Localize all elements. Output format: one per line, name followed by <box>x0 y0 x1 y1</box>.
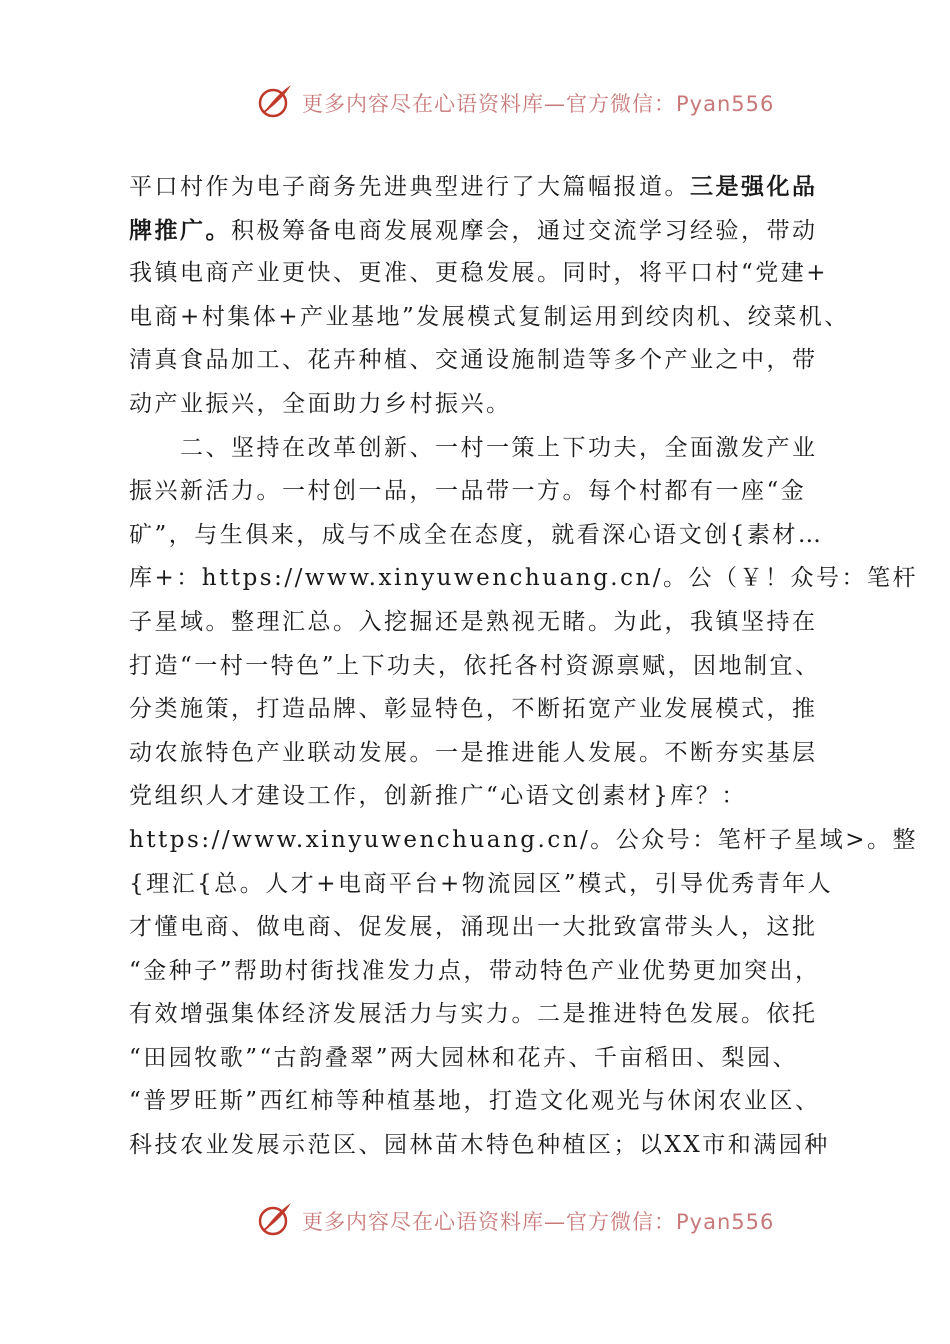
footer-banner-text: 更多内容尽在心语资料库—官方微信：Pyan556 <box>302 1210 775 1234</box>
text-line: 打造“一村一特色”上下功夫，依托各村资源禀赋，因地制宜、 <box>129 652 821 679</box>
text-run: 平口村作为电子商务先进典型进行了大篇幅报道。 <box>129 174 690 200</box>
text-line <box>129 165 831 209</box>
text-line: 党组织人才建设工作，创新推广“心语文创素材}库？： <box>129 783 747 810</box>
text-line: 库+：https://www.xinyuwenchuang.cn/。公（￥！众号：笔杆 <box>129 565 919 592</box>
quill-logo-icon <box>255 1199 295 1239</box>
text-line: 电商+村集体+产业基地”发展模式复制运用到绞肉机、绞菜机、 <box>129 303 850 330</box>
text-line: 动农旅特色产业联动发展。一是推进能人发展。不断夯实基层 <box>129 739 818 766</box>
quill-logo-icon <box>255 81 295 121</box>
text-line: 有效增强集体经济发展活力与实力。二是推进特色发展。依托 <box>129 1001 818 1028</box>
text-line: 科技农业发展示范区、园林苗木特色种植区；以XX市和满园种 <box>129 1132 830 1159</box>
text-line: “金种子”帮助村街找准发力点，带动特色产业优势更加突出， <box>129 957 821 984</box>
text-line <box>129 209 831 253</box>
text-line: {理汇{总。人才+电商平台+物流园区”模式，引导优秀青年人 <box>129 870 834 897</box>
text-run: 积极筹备电商发展观摩会，通过交流学习经验，带动 <box>231 217 818 244</box>
header-banner <box>0 78 950 128</box>
bold-heading-run: 牌推广。 <box>129 216 231 244</box>
footer-banner <box>0 1196 950 1246</box>
text-line: “普罗旺斯”西红柿等种植基地，打造文化观光与休闲农业区、 <box>129 1088 821 1115</box>
text-line: 动产业振兴，全面助力乡村振兴。 <box>129 390 512 417</box>
document-body <box>129 165 919 1168</box>
bold-heading-run: 三是强化品 <box>690 173 818 200</box>
text-line: 清真食品加工、花卉种植、交通设施制造等多个产业之中，带 <box>129 347 818 374</box>
text-line: 二、坚持在改革创新、一村一策上下功夫，全面激发产业 <box>129 434 818 461</box>
text-line: 才懂电商、做电商、促发展，涌现出一大批致富带头人，这批 <box>129 914 818 941</box>
text-line: 矿”，与生俱来，成与不成全在态度，就看深心语文创{素材… <box>129 521 824 548</box>
text-line: https://www.xinyuwenchuang.cn/。公众号：笔杆子星域>。整 <box>129 826 919 853</box>
text-line: 我镇电商产业更快、更准、更稳发展。同时，将平口村“党建+ <box>129 260 829 287</box>
text-line: 振兴新活力。一村创一品，一品带一方。每个村都有一座“金 <box>129 478 807 505</box>
text-line: 分类施策，打造品牌、彰显特色，不断拓宽产业发展模式，推 <box>129 696 818 723</box>
text-line: 子星域。整理汇总。入挖掘还是熟视无睹。为此，我镇坚持在 <box>129 608 818 635</box>
header-banner-text: 更多内容尽在心语资料库—官方微信：Pyan556 <box>302 92 775 116</box>
text-line: “田园牧歌”“古韵叠翠”两大园林和花卉、千亩稻田、梨园、 <box>129 1044 799 1071</box>
